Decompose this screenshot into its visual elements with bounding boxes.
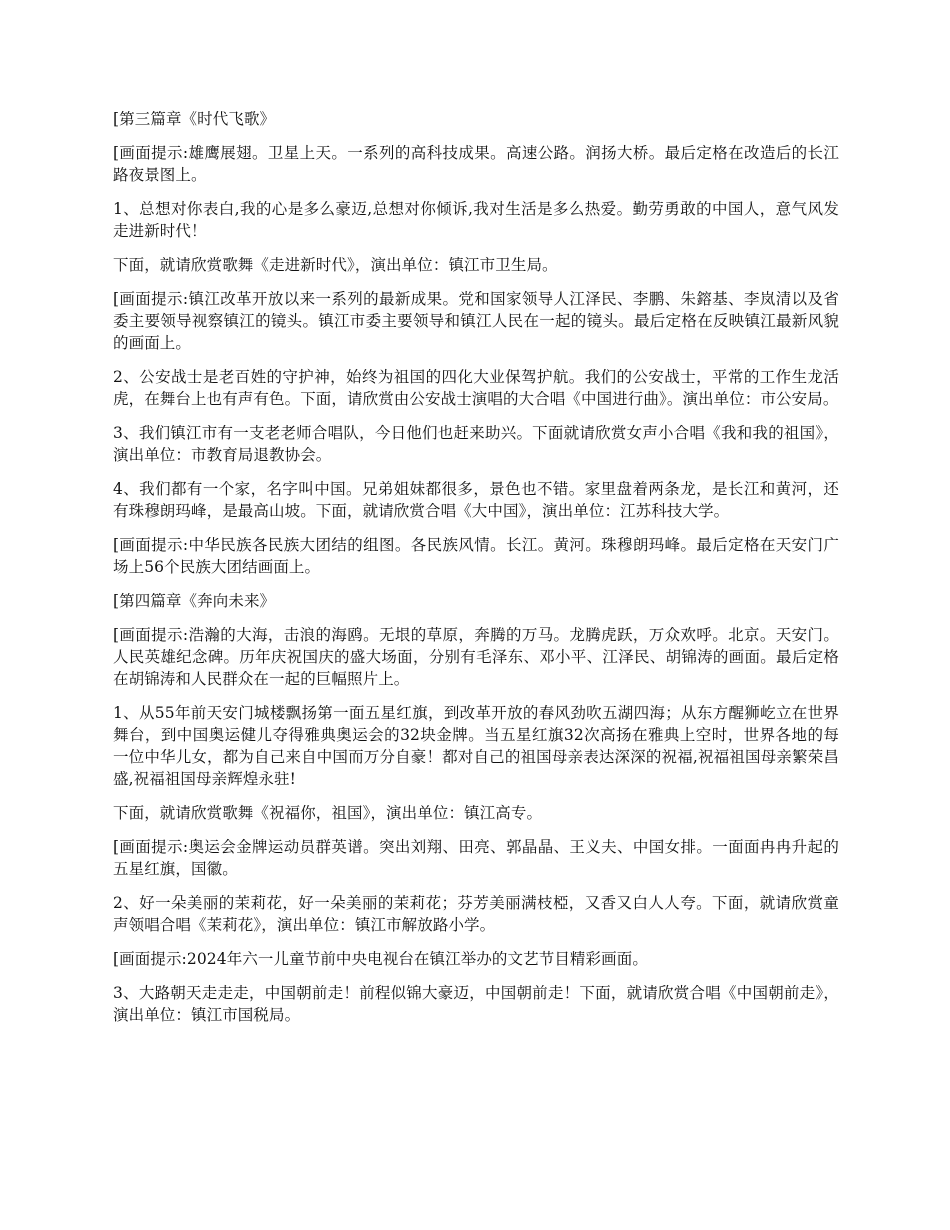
scene-prompt: [画面提示:浩瀚的大海，击浪的海鸥。无垠的草原，奔腾的万马。龙腾虎跃，万众欢呼。北京。天安门。人民英雄纪念碑。历年庆祝国庆的盛大场面，分别有毛泽东、邓小平、江泽民、胡锦涛的画面。最后定格在胡锦涛和人民群众在一起的巨幅照片上。 bbox=[113, 626, 839, 688]
scene-prompt: [画面提示:2024年六一儿童节前中央电视台在镇江举办的文艺节目精彩画面。 bbox=[113, 950, 648, 968]
narration-paragraph: 2、公安战士是老百姓的守护神，始终为祖国的四化大业保驾护航。我们的公安战士，平常的工作生龙活虎，在舞台上也有声有色。下面，请欣赏由公安战士演唱的大合唱《中国进行曲》。演出单位：市公安局。 bbox=[113, 368, 839, 408]
scene-prompt: [画面提示:雄鹰展翅。卫星上天。一系列的高科技成果。高速公路。润扬大桥。最后定格在改造后的长江路夜景图上。 bbox=[113, 144, 839, 184]
narration-paragraph: 1、总想对你表白,我的心是多么豪迈,总想对你倾诉,我对生活是多么热爱。勤劳勇敢的中国人，意气风发走进新时代！ bbox=[113, 200, 839, 240]
chapter-3-heading: [第三篇章《时代飞歌》 bbox=[113, 110, 276, 128]
chapter-4-heading: [第四篇章《奔向未来》 bbox=[113, 592, 276, 610]
scene-prompt: [画面提示:中华民族各民族大团结的组图。各民族风情。长江。黄河。珠穆朗玛峰。最后定格在天安门广场上56个民族大团结画面上。 bbox=[113, 536, 839, 576]
scene-prompt: [画面提示:镇江改革开放以来一系列的最新成果。党和国家领导人江泽民、李鹏、朱鎔基、李岚清以及省委主要领导视察镇江的镜头。镇江市委主要领导和镇江人民在一起的镜头。最后定格在反映镇江最新风貌的画面上。 bbox=[113, 290, 839, 352]
document-page bbox=[113, 108, 839, 1038]
scene-prompt: [画面提示:奥运会金牌运动员群英谱。突出刘翔、田亮、郭晶晶、王义夫、中国女排。一面面冉冉升起的五星红旗，国徽。 bbox=[113, 838, 839, 878]
narration-paragraph: 1、从55年前天安门城楼飘扬第一面五星红旗，到改革开放的春风劲吹五湖四海；从东方醒狮屹立在世界舞台，到中国奥运健儿夺得雅典奥运会的32块金牌。当五星红旗32次高扬在雅典上空时，世界各地的每一位中华儿女，都为自己来自中国而万分自豪！都对自己的祖国母亲表达深深的祝福,祝福祖国母亲繁荣昌盛,祝福祖国母亲辉煌永驻! bbox=[113, 704, 839, 788]
narration-paragraph: 2、好一朵美丽的茉莉花，好一朵美丽的茉莉花；芬芳美丽满枝椏，又香又白人人夸。下面，就请欣赏童声领唱合唱《茉莉花》，演出单位：镇江市解放路小学。 bbox=[113, 894, 839, 934]
program-introduction: 下面，就请欣赏歌舞《走进新时代》，演出单位：镇江市卫生局。 bbox=[113, 256, 558, 274]
narration-paragraph: 4、我们都有一个家，名字叫中国。兄弟姐妹都很多，景色也不错。家里盘着两条龙，是长江和黄河，还有珠穆朗玛峰，是最高山坡。下面，就请欣赏合唱《大中国》，演出单位：江苏科技大学。 bbox=[113, 480, 839, 520]
program-introduction: 下面，就请欣赏歌舞《祝福你，祖国》，演出单位：镇江高专。 bbox=[113, 804, 543, 822]
narration-paragraph: 3、大路朝天走走走，中国朝前走！前程似锦大豪迈，中国朝前走！下面，就请欣赏合唱《中国朝前走》，演出单位：镇江市国税局。 bbox=[113, 984, 839, 1024]
narration-paragraph: 3、我们镇江市有一支老老师合唱队，今日他们也赶来助兴。下面就请欣赏女声小合唱《我和我的祖国》，演出单位：市教育局退教协会。 bbox=[113, 424, 839, 464]
